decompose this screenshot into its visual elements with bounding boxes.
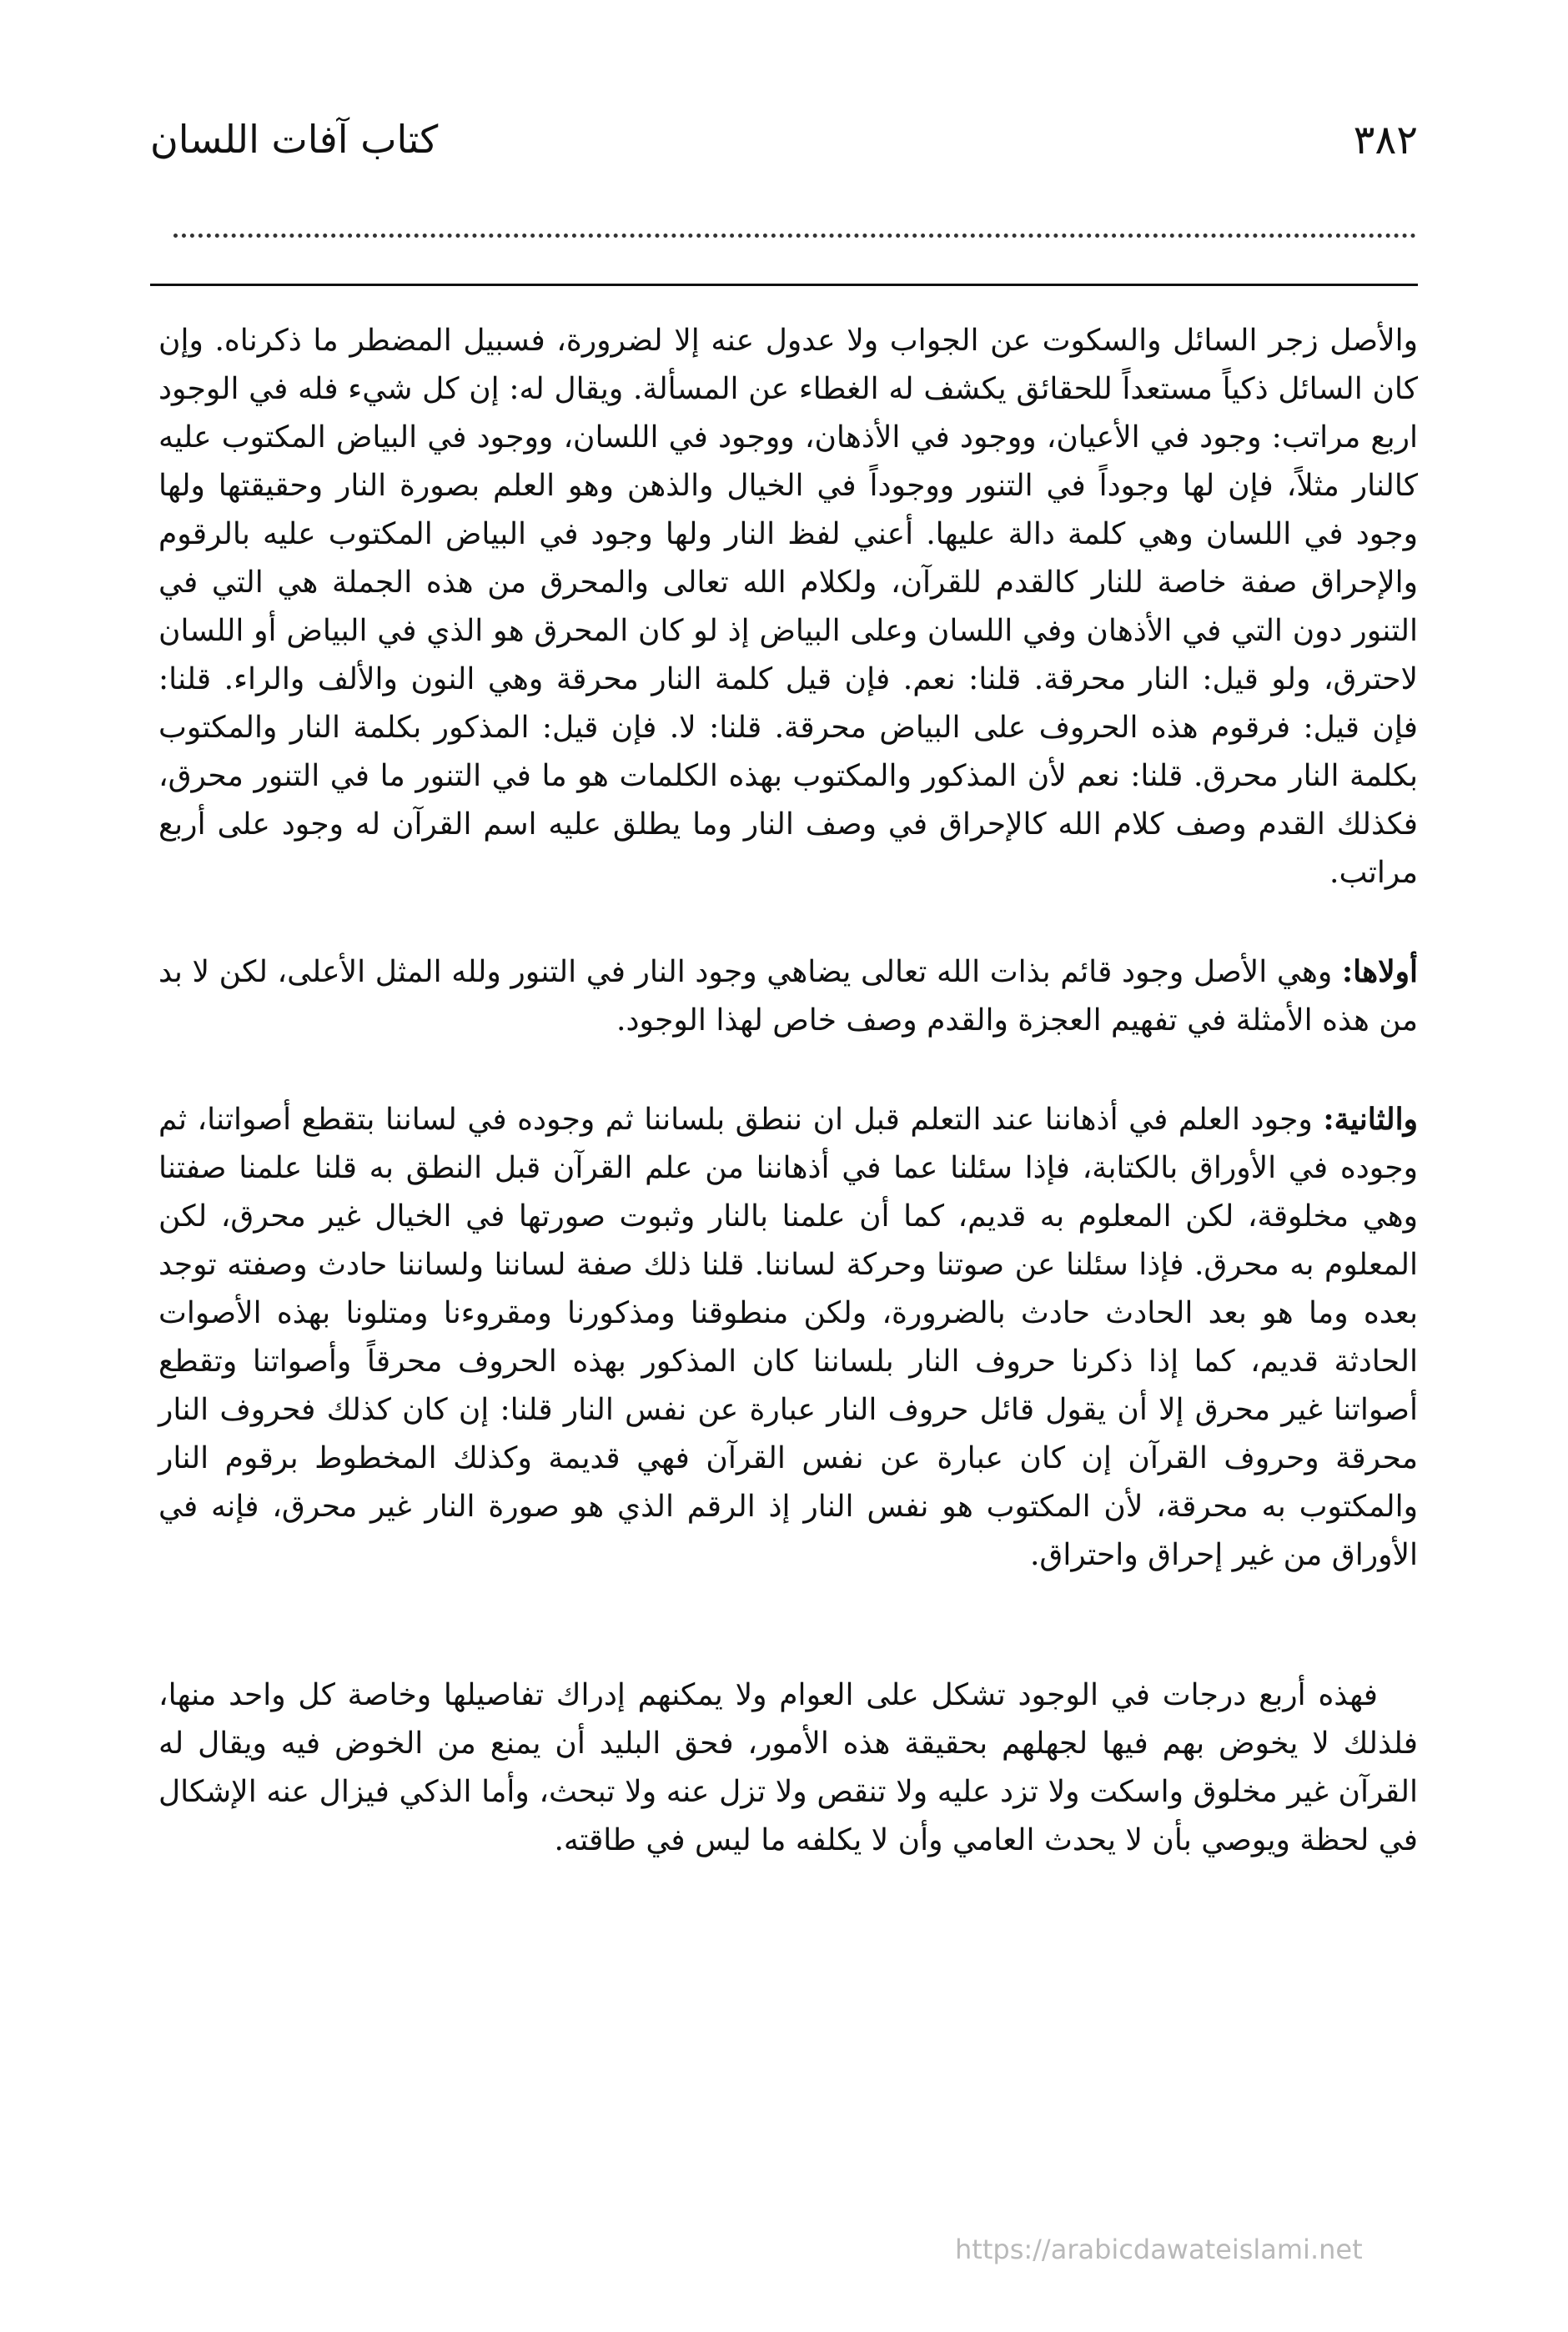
page-header bbox=[150, 117, 1418, 192]
paragraph-lead-second: والثانية: bbox=[1323, 1102, 1418, 1137]
paragraph-lead-first: أولاها: bbox=[1341, 954, 1418, 989]
page-number: ٣٨٢ bbox=[1353, 117, 1418, 163]
paragraph-first-text: وهي الأصل وجود قائم بذات الله تعالى يضاهي وجود النار في التنور ولله المثل الأعلى، لكن لا بد من هذه الأمثلة في تفهيم العجزة والقدم وصف خاص لهذا الوجود. bbox=[158, 955, 1418, 1038]
watermark-url: https://arabicdawateislami.net bbox=[955, 2234, 1363, 2265]
header-rule bbox=[150, 284, 1418, 286]
paragraph-second-level bbox=[158, 1095, 1418, 1580]
paragraph-conclusion: فهذه أربع درجات في الوجود تشكل على العوام ولا يمكنهم إدراك تفاصيلها وخاصة كل واحد منها، فلذلك لا يخوض بهم فيها لجهلهم بحقيقة هذه الأمور، فحق البليد أن يمنع من الخوض فيه ويقال له القرآن غير مخلوق واسكت ولا تزد عليه ولا تنقص ولا تزل عنه ولا تبحث، وأما الذكي فيزال عنه الإشكال في لحظة ويوصي بأن لا يحدث العامي وأن لا يكلفه ما ليس في طاقته. bbox=[158, 1678, 1418, 1857]
paragraph-intro: والأصل زجر السائل والسكوت عن الجواب ولا عدول عنه إلا لضرورة، فسبيل المضطر ما ذكرناه. وإن كان السائل ذكياً مستعداً للحقائق يكشف له الغطاء عن المسألة. ويقال له: إن كل شيء فله في الوجود اربع مراتب: وجود في الأعيان، ووجود في الأذهان، ووجود في اللسان، ووجود في البياض المكتوب عليه كالنار مثلاً، فإن لها وجوداً في التنور ووجوداً في الخيال والذهن وهو العلم بصورة النار وحقيقتها ولها وجود في اللسان وهي كلمة دالة عليها. أعني لفظ النار ولها وجود في البياض المكتوب عليه بالرقوم والإحراق صفة خاصة للنار كالقدم للقرآن، ولكلام الله تعالى والمحرق من هذه الجملة هي التي في التنور دون التي في الأذهان وفي اللسان وعلى البياض إذ لو كان المحرق هو الذي في البياض أو اللسان لاحترق، ولو قيل: النار محرقة. قلنا: نعم. فإن قيل كلمة النار محرقة وهي النون والألف والراء. قلنا: فإن قيل: فرقوم هذه الحروف على البياض محرقة. قلنا: لا. فإن قيل: المذكور بكلمة النار والمكتوب بكلمة النار محرق. قلنا: نعم لأن المذكور والمكتوب بهذه الكلمات هو ما في التنور ما في التنور محرق، فكذلك القدم وصف كلام الله كالإحراق في وصف النار وما يطلق عليه اسم القرآن له وجود على أربع مراتب. bbox=[158, 324, 1419, 890]
dotted-divider bbox=[173, 234, 1416, 238]
paragraph-first-level bbox=[158, 947, 1418, 1045]
running-title: كتاب آفات اللسان bbox=[150, 117, 439, 162]
paragraph-second-text: وجود العلم في أذهاننا عند التعلم قبل ان ننطق بلساننا ثم وجوده في لساننا بتقطع أصواتنا، ثم وجوده في الأوراق بالكتابة، فإذا سئلنا عما في أذهاننا من علم القرآن قبل النطق به قلنا علمنا صفتنا وهي مخلوقة، لكن المعلوم به قديم، كما أن علمنا بالنار وثبوت صورتها في الخيال غير محرق، لكن المعلوم به محرق. فإذا سئلنا عن صوتنا وحركة لساننا. قلنا ذلك صفة لساننا ولساننا حادث وصفته توجد بعده وما هو بعد الحادث حادث بالضرورة، ولكن منطوقنا ومذكورنا ومقروءنا ومتلونا بهذه الأصوات الحادثة قديم، كما إذا ذكرنا حروف النار بلساننا كان المذكور بهذه الحروف محرقاً وأصواتنا وتقطع أصواتنا غير محرق إلا أن يقول قائل حروف النار عبارة عن نفس النار قلنا: إن كان كذلك فحروف النار محرقة وحروف القرآن إن كان عبارة عن نفس القرآن فهي قديمة وكذلك المخطوط برقوم النار والمكتوب به محرقة، لأن المكتوب هو نفس النار إذ الرقم الذي هو صورة النار غير محرق، فإنه في الأوراق من غير إحراق واحتراق. bbox=[158, 1103, 1419, 1572]
page-body bbox=[158, 317, 1418, 1865]
